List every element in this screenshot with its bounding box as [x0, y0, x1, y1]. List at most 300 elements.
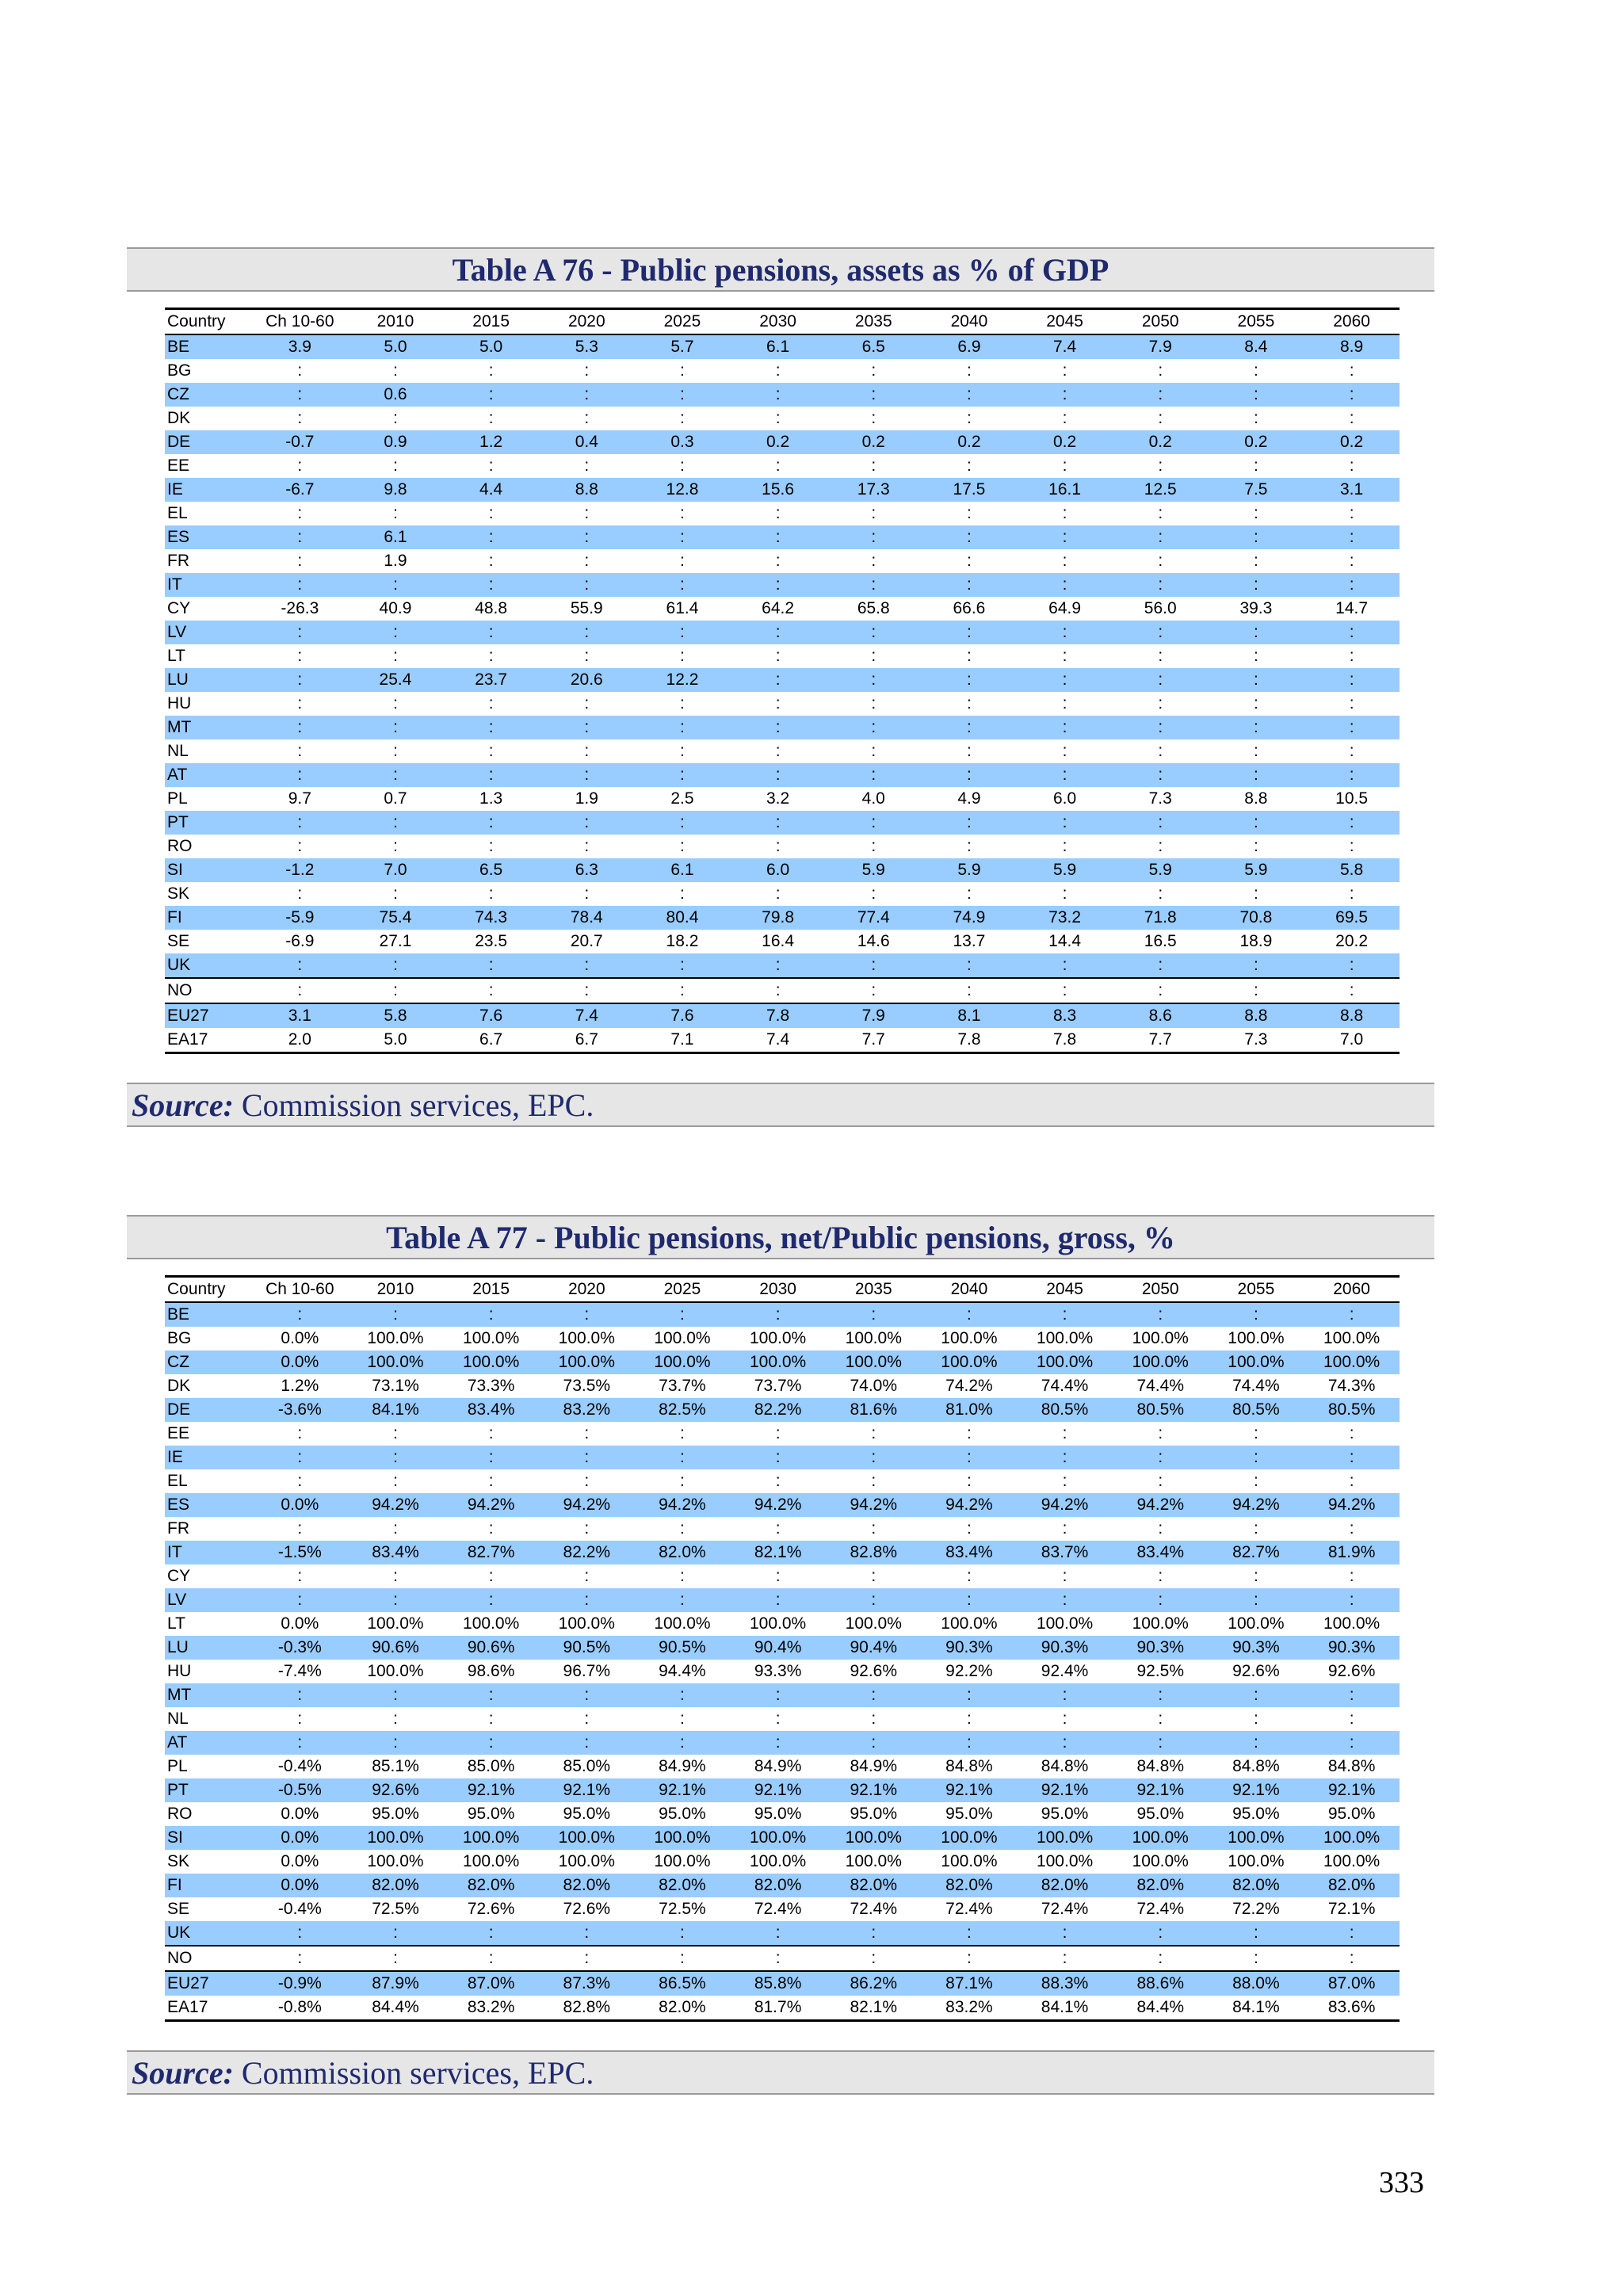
value-cell: 86.5% [635, 1971, 731, 1996]
value-cell: 87.0% [443, 1971, 539, 1996]
column-header: 2020 [539, 309, 635, 335]
value-cell: 72.4% [1041, 1900, 1089, 1918]
value-cell: : [1253, 1519, 1258, 1538]
value-cell: 0.4 [539, 430, 635, 454]
value-cell: : [1253, 742, 1258, 760]
value-cell: 73.5% [563, 1377, 611, 1395]
value-cell: : [539, 1683, 635, 1707]
country-cell: SE [167, 1900, 190, 1918]
value-cell: : [1304, 1683, 1400, 1707]
value-cell: : [730, 1921, 826, 1946]
value-cell: 72.1% [1327, 1900, 1376, 1918]
country-cell: DE [165, 430, 252, 454]
value-cell: 82.0% [826, 1874, 922, 1897]
value-cell: 92.5% [1136, 1662, 1184, 1680]
value-cell: 100.0% [1017, 1350, 1113, 1374]
value-cell: 83.2% [443, 1996, 539, 2021]
value-cell: : [252, 978, 348, 1003]
value-cell: : [680, 552, 685, 570]
value-cell: 100.0% [845, 1852, 902, 1870]
table-row [165, 1971, 1400, 1996]
value-cell: 84.9% [754, 1757, 802, 1775]
column-header: 2045 [1017, 309, 1113, 335]
value-cell: : [1062, 694, 1067, 712]
value-cell: 84.1% [1017, 1996, 1113, 2021]
table-row [165, 1398, 1400, 1422]
value-cell: 9.8 [348, 478, 444, 502]
value-cell: : [680, 694, 685, 712]
value-cell: 100.0% [1323, 1852, 1381, 1870]
value-cell: 94.2% [443, 1493, 539, 1517]
value-cell: : [1113, 1683, 1209, 1707]
value-cell: 17.5 [922, 478, 1018, 502]
value-cell: 100.0% [1036, 1852, 1094, 1870]
value-cell: : [584, 1519, 590, 1538]
value-cell: : [1209, 1946, 1304, 1971]
value-cell: : [1349, 1710, 1354, 1728]
table-row [165, 1921, 1400, 1946]
table-row [165, 1422, 1400, 1446]
table-row [165, 668, 1400, 692]
country-cell: CY [167, 1567, 191, 1585]
value-cell: : [871, 1567, 876, 1585]
value-cell: : [1349, 457, 1354, 475]
value-cell: 48.8 [475, 599, 508, 617]
country-cell: EU27 [165, 1971, 252, 1996]
value-cell: : [1304, 1946, 1400, 1971]
value-cell: 64.2 [762, 599, 795, 617]
column-header: Ch 10-60 [252, 1277, 348, 1303]
value-cell: : [1158, 504, 1163, 522]
value-cell: 6.0 [730, 858, 826, 882]
value-cell: 84.8% [1232, 1757, 1280, 1775]
value-cell: 7.8 [1017, 1028, 1113, 1053]
value-cell: : [488, 694, 494, 712]
value-cell: 100.0% [1113, 1350, 1209, 1374]
value-cell: : [393, 361, 398, 380]
value-cell: : [635, 716, 731, 739]
value-cell: : [488, 647, 494, 665]
value-cell: : [922, 1946, 1018, 1971]
table-row [165, 835, 1400, 858]
value-cell: 100.0% [1228, 1852, 1285, 1870]
value-cell: 13.7 [953, 932, 986, 950]
value-cell: : [826, 1921, 922, 1946]
value-cell: 23.5 [475, 932, 508, 950]
value-cell: 86.2% [826, 1971, 922, 1996]
value-cell: 85.8% [730, 1971, 826, 1996]
value-cell: 100.0% [558, 1852, 615, 1870]
value-cell: : [393, 1567, 398, 1585]
value-cell: : [967, 457, 972, 475]
value-cell: : [393, 1710, 398, 1728]
value-cell: : [584, 1710, 590, 1728]
value-cell: 0.0% [281, 1852, 319, 1870]
value-cell: 82.2% [539, 1541, 635, 1564]
value-cell: : [584, 647, 590, 665]
value-cell: 6.1 [348, 525, 444, 549]
value-cell: : [1349, 409, 1354, 427]
value-cell: : [348, 716, 444, 739]
value-cell: : [393, 1424, 398, 1442]
value-cell: : [967, 361, 972, 380]
value-cell: : [967, 884, 972, 903]
table-row [165, 573, 1400, 597]
value-cell: : [1253, 884, 1258, 903]
value-cell: : [1113, 621, 1209, 644]
value-cell: : [871, 1710, 876, 1728]
value-cell: : [443, 1588, 539, 1612]
value-cell: : [297, 409, 303, 427]
value-cell: 90.3% [1017, 1636, 1113, 1660]
value-cell: 5.8 [1304, 858, 1400, 882]
value-cell: 1.2 [443, 430, 539, 454]
value-cell: : [348, 1302, 444, 1327]
value-cell: : [1349, 884, 1354, 903]
value-cell: 66.6 [953, 599, 986, 617]
value-cell: : [967, 552, 972, 570]
value-cell: 74.3 [443, 906, 539, 930]
value-cell: 100.0% [539, 1350, 635, 1374]
value-cell: : [1349, 742, 1354, 760]
value-cell: 84.4% [348, 1996, 444, 2021]
value-cell: 96.7% [563, 1662, 611, 1680]
value-cell: : [730, 621, 826, 644]
country-cell: MT [165, 1683, 252, 1707]
value-cell: 4.9 [957, 789, 981, 808]
table-row [165, 1302, 1400, 1327]
value-cell: : [297, 1710, 303, 1728]
value-cell: 84.1% [348, 1398, 444, 1422]
value-cell: 6.5 [826, 334, 922, 359]
value-cell: 75.4 [348, 906, 444, 930]
value-cell: : [1304, 525, 1400, 549]
value-cell: 100.0% [845, 1329, 902, 1347]
value-cell: : [443, 1302, 539, 1327]
value-cell: : [1209, 716, 1304, 739]
value-cell: : [348, 1446, 444, 1469]
value-cell: : [635, 1588, 731, 1612]
value-cell: : [635, 1302, 731, 1327]
value-cell: : [584, 361, 590, 380]
value-cell: 93.3% [754, 1662, 802, 1680]
value-cell: : [680, 1567, 685, 1585]
value-cell: : [635, 525, 731, 549]
value-cell: 100.0% [463, 1852, 520, 1870]
value-cell: : [539, 953, 635, 978]
value-cell: 90.4% [826, 1636, 922, 1660]
value-cell: : [1017, 716, 1113, 739]
value-cell: : [1209, 1588, 1304, 1612]
value-cell: 0.2 [1017, 430, 1113, 454]
value-cell: : [680, 457, 685, 475]
value-cell: : [1113, 1302, 1209, 1327]
value-cell: 82.5% [635, 1398, 731, 1422]
value-cell: : [1253, 409, 1258, 427]
value-cell: 71.8 [1113, 906, 1209, 930]
table-row [165, 1446, 1400, 1469]
value-cell: : [635, 621, 731, 644]
value-cell: : [348, 978, 444, 1003]
value-cell: 94.2% [539, 1493, 635, 1517]
country-cell: DK [167, 1377, 191, 1395]
value-cell: : [443, 1683, 539, 1707]
value-cell: 5.9 [922, 858, 1018, 882]
value-cell: : [1062, 457, 1067, 475]
country-cell: NO [165, 978, 252, 1003]
value-cell: 8.8 [539, 478, 635, 502]
value-cell: : [539, 1302, 635, 1327]
value-cell: 100.0% [635, 1826, 731, 1850]
value-cell: : [826, 811, 922, 835]
country-cell: DK [167, 409, 191, 427]
value-cell: : [826, 1302, 922, 1327]
value-cell: : [730, 953, 826, 978]
value-cell: : [539, 978, 635, 1003]
value-cell: 0.0% [252, 1826, 348, 1850]
value-cell: : [488, 742, 494, 760]
value-cell: 5.9 [826, 858, 922, 882]
value-cell: : [443, 383, 539, 407]
value-cell: 100.0% [922, 1350, 1018, 1374]
value-cell: 82.0% [1209, 1874, 1304, 1897]
value-cell: 82.1% [730, 1541, 826, 1564]
value-cell: 82.0% [635, 1874, 731, 1897]
value-cell: 90.3% [1113, 1636, 1209, 1660]
country-cell: EA17 [165, 1996, 252, 2021]
value-cell: 0.2 [730, 430, 826, 454]
country-cell: LU [165, 668, 252, 692]
value-cell: -5.9 [252, 906, 348, 930]
country-cell: SK [167, 1852, 190, 1870]
value-cell: : [584, 837, 590, 855]
value-cell: : [1253, 694, 1258, 712]
value-cell: : [584, 1424, 590, 1442]
value-cell: : [393, 694, 398, 712]
value-cell: 82.0% [1304, 1874, 1400, 1897]
country-cell: AT [165, 763, 252, 787]
value-cell: 100.0% [826, 1350, 922, 1374]
value-cell: : [922, 573, 1018, 597]
column-header: 2055 [1209, 1277, 1304, 1303]
column-header: 2040 [922, 1277, 1018, 1303]
table-header-row [165, 309, 1400, 335]
value-cell: : [1158, 1472, 1163, 1490]
column-header: 2030 [730, 1277, 826, 1303]
value-cell: : [1158, 694, 1163, 712]
country-cell: PL [167, 1757, 188, 1775]
value-cell: 82.0% [1017, 1874, 1113, 1897]
value-cell: : [730, 763, 826, 787]
value-cell: : [1113, 1588, 1209, 1612]
table-row [165, 1683, 1400, 1707]
value-cell: -0.4% [277, 1900, 322, 1918]
table-row [165, 978, 1400, 1003]
value-cell: 84.9% [850, 1757, 898, 1775]
value-cell: 100.0% [443, 1350, 539, 1374]
value-cell: -3.6% [252, 1398, 348, 1422]
value-cell: : [1017, 811, 1113, 835]
value-cell: 7.3 [1209, 1028, 1304, 1053]
value-cell: 0.6 [348, 383, 444, 407]
value-cell: : [1209, 811, 1304, 835]
table-row [165, 359, 1400, 383]
value-cell: 4.4 [443, 478, 539, 502]
value-cell: 84.1% [1209, 1996, 1304, 2021]
value-cell: -0.3% [252, 1636, 348, 1660]
value-cell: : [1113, 1946, 1209, 1971]
value-cell: 88.3% [1017, 1971, 1113, 1996]
value-cell: : [922, 978, 1018, 1003]
value-cell: : [730, 668, 826, 692]
value-cell: : [922, 811, 1018, 835]
value-cell: 82.7% [1209, 1541, 1304, 1564]
value-cell: : [775, 1424, 781, 1442]
value-cell: 7.9 [826, 1003, 922, 1028]
value-cell: 73.7% [659, 1377, 706, 1395]
value-cell: 100.0% [348, 1826, 444, 1850]
country-cell: BE [165, 1302, 252, 1327]
value-cell: 100.0% [1209, 1350, 1304, 1374]
value-cell: 9.7 [288, 789, 311, 808]
value-cell: : [348, 621, 444, 644]
value-cell: : [1017, 1446, 1113, 1469]
value-cell: : [1349, 1424, 1354, 1442]
country-cell: PT [165, 1778, 252, 1802]
value-cell: 90.3% [922, 1636, 1018, 1660]
value-cell: 74.3% [1327, 1377, 1376, 1395]
value-cell: : [539, 811, 635, 835]
value-cell: : [297, 361, 303, 380]
value-cell: : [1017, 978, 1113, 1003]
value-cell: : [297, 552, 303, 570]
value-cell: : [1017, 953, 1113, 978]
value-cell: : [635, 573, 731, 597]
value-cell: : [1253, 1472, 1258, 1490]
value-cell: : [584, 1567, 590, 1585]
country-cell: BE [165, 334, 252, 359]
value-cell: 92.1% [443, 1778, 539, 1802]
value-cell: 7.6 [635, 1003, 731, 1028]
value-cell: : [1062, 504, 1067, 522]
value-cell: 23.7 [443, 668, 539, 692]
value-cell: : [1113, 953, 1209, 978]
value-cell: : [680, 647, 685, 665]
value-cell: : [488, 409, 494, 427]
value-cell: 84.4% [1113, 1996, 1209, 2021]
value-cell: : [680, 837, 685, 855]
country-cell: LT [167, 1614, 185, 1633]
value-cell: 83.4% [443, 1398, 539, 1422]
source-text: Commission services, EPC. [241, 1087, 594, 1123]
value-cell: : [1304, 1588, 1400, 1612]
value-cell: : [1113, 525, 1209, 549]
value-cell: 87.9% [348, 1971, 444, 1996]
country-cell: MT [165, 716, 252, 739]
value-cell: : [1158, 457, 1163, 475]
value-cell: 100.0% [1228, 1329, 1285, 1347]
value-cell: 6.1 [635, 858, 731, 882]
column-header: Ch 10-60 [252, 309, 348, 335]
value-cell: 100.0% [1132, 1614, 1189, 1633]
table-row [165, 1564, 1400, 1588]
value-cell: : [635, 1683, 731, 1707]
table-row [165, 1778, 1400, 1802]
value-cell: : [393, 742, 398, 760]
value-cell: 78.4 [539, 906, 635, 930]
value-cell: : [1158, 837, 1163, 855]
value-cell: : [252, 1921, 348, 1946]
value-cell: : [297, 457, 303, 475]
value-cell: : [871, 361, 876, 380]
value-cell: 92.6% [1327, 1662, 1376, 1680]
country-cell: SE [167, 932, 190, 950]
value-cell: : [252, 1946, 348, 1971]
value-cell: : [1017, 573, 1113, 597]
value-cell: 0.2 [1304, 430, 1400, 454]
value-cell: 3.2 [766, 789, 790, 808]
value-cell: : [1209, 953, 1304, 978]
value-cell: : [393, 457, 398, 475]
table-row [165, 1350, 1400, 1374]
value-cell: : [1062, 884, 1067, 903]
value-cell: : [730, 383, 826, 407]
value-cell: 79.8 [730, 906, 826, 930]
value-cell: : [1209, 763, 1304, 787]
table-row [165, 597, 1400, 621]
value-cell: 88.6% [1113, 1971, 1209, 1996]
column-header: 2045 [1017, 1277, 1113, 1303]
country-cell: BG [167, 1329, 192, 1347]
table-row [165, 1327, 1400, 1350]
column-header: 2060 [1304, 309, 1400, 335]
value-cell: : [539, 1946, 635, 1971]
value-cell: 7.1 [635, 1028, 731, 1053]
value-cell: : [252, 953, 348, 978]
value-cell: -6.9 [285, 932, 315, 950]
value-cell: 100.0% [730, 1350, 826, 1374]
value-cell: 100.0% [367, 1662, 424, 1680]
value-cell: 12.8 [635, 478, 731, 502]
page-number: 333 [1379, 2166, 1424, 2199]
value-cell: : [1017, 525, 1113, 549]
value-cell: 80.5% [1017, 1398, 1113, 1422]
value-cell: 80.4 [635, 906, 731, 930]
value-cell: 73.1% [372, 1377, 419, 1395]
value-cell: 0.2 [1209, 430, 1304, 454]
value-cell: 7.0 [1304, 1028, 1400, 1053]
value-cell: 100.0% [845, 1614, 902, 1633]
value-cell: -0.9% [252, 1971, 348, 1996]
country-cell: IE [165, 1446, 252, 1469]
value-cell: : [922, 716, 1018, 739]
country-cell: UK [165, 953, 252, 978]
value-cell: 85.0% [563, 1757, 611, 1775]
value-cell: 82.0% [1113, 1874, 1209, 1897]
value-cell: : [348, 1731, 444, 1755]
value-cell: 95.0% [1041, 1805, 1089, 1823]
value-cell: 0.0% [252, 1874, 348, 1897]
value-cell: : [871, 1424, 876, 1442]
country-cell: CZ [165, 383, 252, 407]
value-cell: : [443, 978, 539, 1003]
value-cell: 72.5% [659, 1900, 706, 1918]
value-cell: : [488, 837, 494, 855]
column-header: 2060 [1304, 1277, 1400, 1303]
value-cell: 7.3 [1148, 789, 1172, 808]
value-cell: 82.0% [348, 1874, 444, 1897]
value-cell: : [922, 383, 1018, 407]
